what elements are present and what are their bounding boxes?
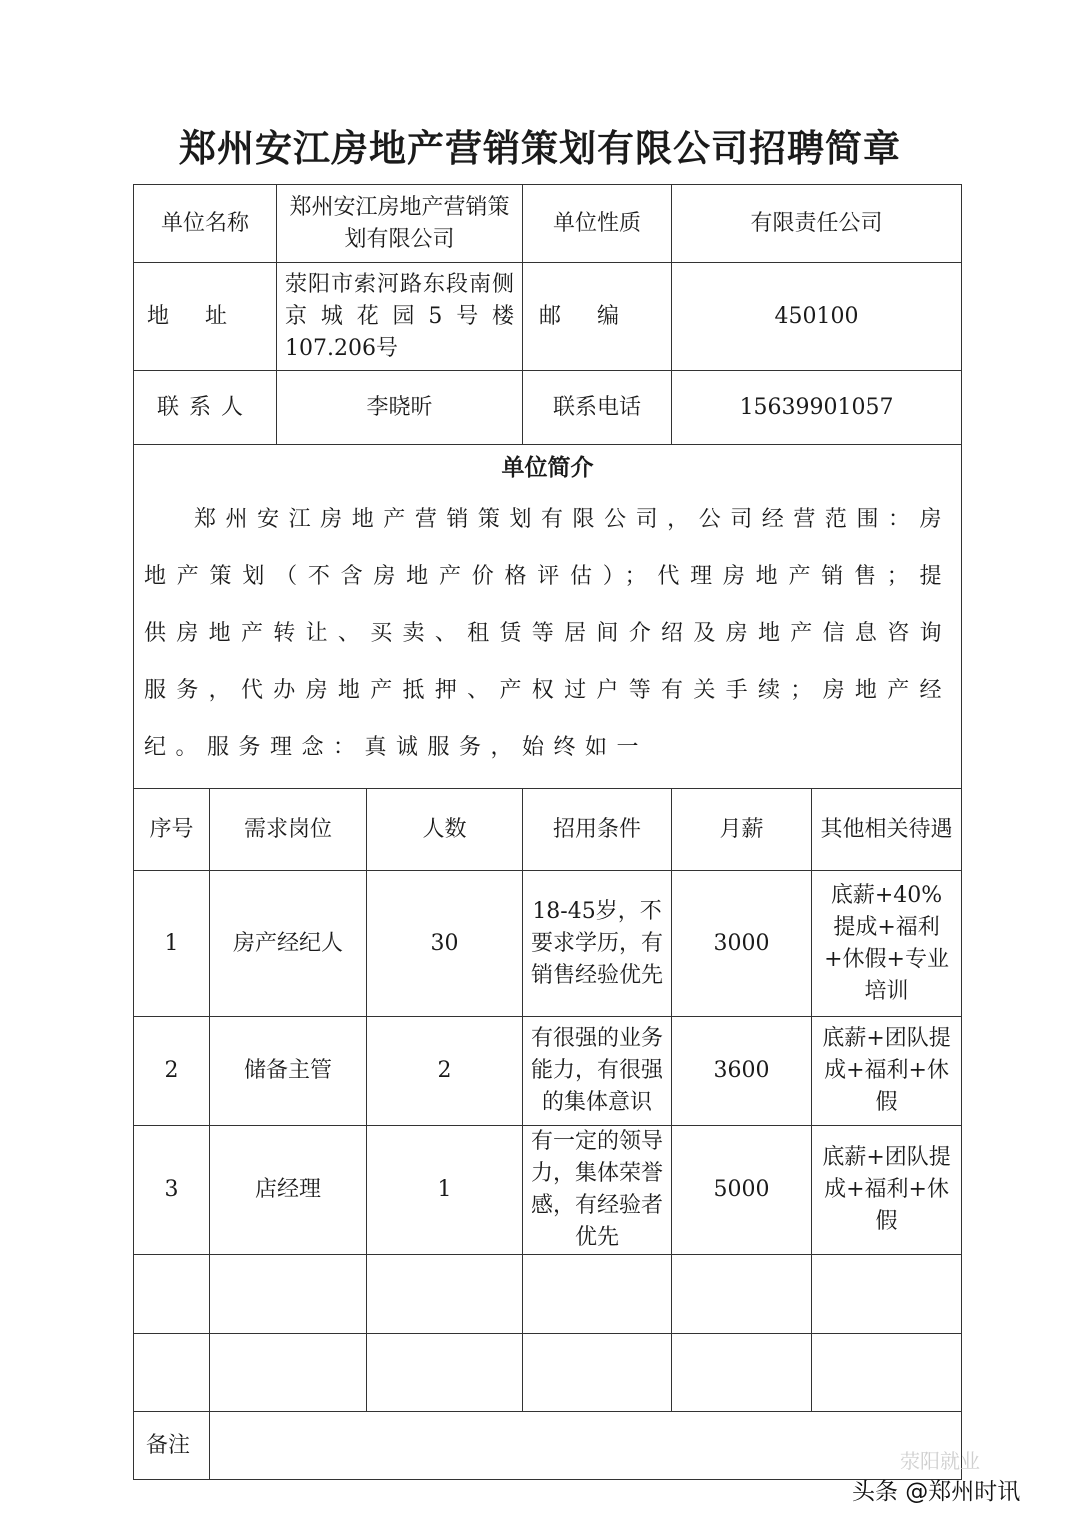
postcode-label: 邮编 [523, 263, 672, 371]
row-salary: 5000 [672, 1126, 812, 1255]
intro-row [134, 445, 962, 789]
row-position: 店经理 [210, 1126, 367, 1255]
header-benefits: 其他相关待遇 [812, 789, 962, 871]
address-label: 地址 [134, 263, 277, 371]
nature-label: 单位性质 [523, 185, 672, 263]
header-conditions: 招用条件 [523, 789, 672, 871]
intro-title: 单位简介 [501, 455, 594, 481]
row-seq: 2 [134, 1017, 210, 1126]
info-row-company [134, 185, 962, 263]
remark-label: 备注 [134, 1412, 210, 1480]
company-value: 郑州安江房地产营销策划有限公司 [277, 185, 523, 263]
remark-value [210, 1412, 962, 1480]
info-row-address [134, 263, 962, 371]
row-seq: 1 [134, 871, 210, 1017]
company-label: 单位名称 [134, 185, 277, 263]
contact-value: 李晓昕 [277, 371, 523, 445]
recruitment-table [133, 184, 962, 1480]
header-count: 人数 [367, 789, 523, 871]
table-row-empty [134, 1334, 962, 1412]
row-benefits: 底薪+团队提成+福利+休假 [812, 1017, 962, 1126]
nature-value: 有限责任公司 [672, 185, 962, 263]
table-row-empty [134, 1255, 962, 1334]
source-label: 头条 @郑州时讯 [852, 1479, 1021, 1505]
address-value: 荥阳市索河路东段南侧京城花园5号楼107.206号 [277, 263, 523, 371]
contact-label: 联系人 [134, 371, 277, 445]
table-row [134, 1017, 962, 1126]
table-row [134, 1126, 962, 1255]
row-conditions: 有一定的领导力，集体荣誉感，有经验者优先 [523, 1126, 672, 1255]
row-benefits: 底薪+40%提成+福利+休假+专业培训 [812, 871, 962, 1017]
row-conditions: 有很强的业务能力，有很强的集体意识 [523, 1017, 672, 1126]
intro-cell [134, 445, 962, 789]
table-row [134, 871, 962, 1017]
header-position: 需求岗位 [210, 789, 367, 871]
page-title: 郑州安江房地产营销策划有限公司招聘简章 [179, 127, 901, 170]
row-count: 2 [367, 1017, 523, 1126]
header-seq: 序号 [134, 789, 210, 871]
row-conditions: 18-45岁，不要求学历，有销售经验优先 [523, 871, 672, 1017]
row-position: 房产经纪人 [210, 871, 367, 1017]
row-salary: 3600 [672, 1017, 812, 1126]
row-count: 30 [367, 871, 523, 1017]
remark-row [134, 1412, 962, 1480]
row-benefits: 底薪+团队提成+福利+休假 [812, 1126, 962, 1255]
row-salary: 3000 [672, 871, 812, 1017]
row-count: 1 [367, 1126, 523, 1255]
jobs-header-row [134, 789, 962, 871]
row-position: 储备主管 [210, 1017, 367, 1126]
row-seq: 3 [134, 1126, 210, 1255]
phone-label: 联系电话 [523, 371, 672, 445]
watermark: 荥阳就业 [900, 1449, 980, 1473]
header-salary: 月薪 [672, 789, 812, 871]
intro-body: 郑州安江房地产营销策划有限公司，公司经营范围：房地产策划（不含房地产价格评估）；代理房地产销售；提供房地产转让、买卖、租赁等居间介绍及房地产信息咨询服务，代办房地产抵押、产权过户等有关手续；房地产经纪。服务理念：真诚服务，始终如一 [144, 507, 952, 760]
info-row-contact [134, 371, 962, 445]
postcode-value: 450100 [672, 263, 962, 371]
phone-value: 15639901057 [672, 371, 962, 445]
